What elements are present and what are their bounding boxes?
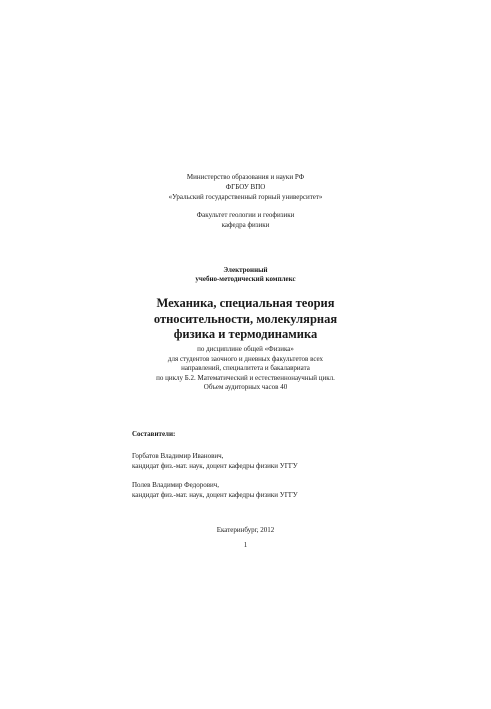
- author-position: кандидат физ.-мат. наук, доцент кафедры физики УГГУ: [132, 491, 298, 499]
- university-name: «Уральский государственный горный университет»: [168, 193, 323, 201]
- discipline-line-3: направлений, специалитета и бакалавриата: [181, 364, 310, 372]
- department-name: кафедра физики: [221, 221, 270, 229]
- author-name: Полев Владимир Федорович,: [132, 481, 220, 489]
- institution-type: ФГБОУ ВПО: [225, 183, 266, 191]
- faculty-name: Факультет геологии и геофизики: [196, 211, 295, 219]
- title-line-3: физика и термодинамика: [173, 327, 318, 341]
- author-entry: [132, 451, 298, 471]
- author-position: кандидат физ.-мат. наук, доцент кафедры физики УГГУ: [132, 462, 298, 470]
- ministry-header: [0, 172, 491, 202]
- document-title: [0, 296, 491, 343]
- discipline-line-2: для студентов заочного и дневных факультетов всех: [167, 354, 324, 363]
- discipline-line-4: по циклу Б.2. Математический и естественнонаучный цикл.: [156, 373, 335, 382]
- author-name: Горбатов Владимир Иванович,: [132, 452, 224, 460]
- document-type: [0, 266, 491, 284]
- document-type-line-2: учебно-методический комплекс: [195, 275, 296, 283]
- ministry-name: Министерство образования и науки РФ: [186, 173, 305, 181]
- city-year: Екатеринбург, 2012: [216, 526, 275, 534]
- author-entry: [132, 480, 298, 500]
- page-number: 1: [243, 541, 248, 549]
- discipline-line-5: Объем аудиторных часов 40: [203, 383, 288, 391]
- title-line-1: Механика, специальная теория: [156, 296, 335, 310]
- authors-heading: Составители:: [132, 430, 176, 438]
- title-line-2: относительности, молекулярная: [153, 311, 338, 326]
- document-type-line-1: Электронный: [223, 266, 268, 274]
- discipline-description: [0, 345, 491, 393]
- discipline-line-1: по дисциплине общей «Физика»: [197, 345, 294, 353]
- faculty-header: [0, 210, 491, 230]
